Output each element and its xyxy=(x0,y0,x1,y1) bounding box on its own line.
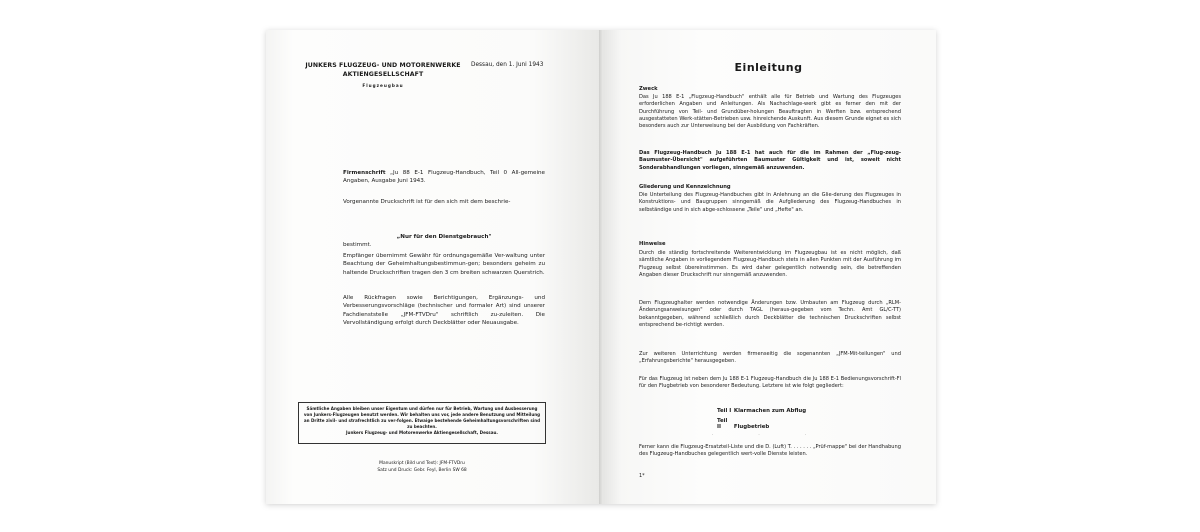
hinweise-paragraph-2: Dem Flugzeughalter werden notwendige Änderungen bzw. Umbauten am Flugzeug durch „RLM-Änderungsanweisungen" oder durch TAGL (heraus-gegeben vom Techn. Amt GL/C-TT) bekanntgegeben, während schließlich durch Deckblätter die technischen Druckschriften selbst entsprechend be-richtigt werden. xyxy=(639,300,901,328)
intro-paragraph: Vorgenannte Druckschrift ist für den sich mit dem beschrie- xyxy=(343,199,511,205)
company-name xyxy=(298,62,468,79)
firm-intro-text: „Ju 88 E-1 Flugzeug-Handbuch, Teil 0 All-gemeine Angaben, Ausgabe Juni 1943. xyxy=(343,170,545,185)
recipient-paragraph: Empfänger übernimmt Gewähr für ordnungsgemäße Ver-waltung unter Beachtung der Geheimhaltungsbestimmun-gen; besonders geheim zu haltende Druckschriften tragen den 3 cm breiten schwarzen Querstrich. xyxy=(343,253,545,276)
left-page xyxy=(266,30,601,504)
heading-zweck: Zweck xyxy=(639,86,658,92)
page-title: Einleitung xyxy=(734,61,803,74)
queries-paragraph: Alle Rückfragen sowie Berichtigungen, Ergänzungs- und Verbesserungsvorschläge (technischer und formaler Art) sind unserer Fachdienststelle „JFM-FTVDru" schriftlich zu-zuleiten. Die Vervollständigung erfolgt durch Deckblätter oder Neuausgabe. xyxy=(343,295,545,327)
firm-intro-label: Firmenschrift xyxy=(343,170,386,176)
open-manual-book xyxy=(266,30,936,504)
heading-hinweise: Hinweise xyxy=(639,241,666,247)
teil-1-label: Klarmachen zum Abflug xyxy=(733,408,807,414)
hinweise-paragraph-4: Für das Flugzeug ist neben dem Ju 188 E-1 Flugzeug-Handbuch die Ju 188 E-1 Bedienungsvorschrift-Fl für den Flugbetrieb von besonderer Bedeutung. Letztere ist wie folgt gegliedert: xyxy=(639,376,901,390)
page-number: 1* xyxy=(639,473,645,479)
notice-signature: Junkers Flugzeug- und Motorenwerke Aktiengesellschaft, Dessau. xyxy=(346,430,498,436)
place-date: Dessau, den 1. Juni 1943 xyxy=(471,62,544,68)
zweck-paragraph-2: Das Flugzeug-Handbuch Ju 188 E-1 hat auch für die im Rahmen der „Flug-zeug-Baumuster-Übersicht" aufgeführten Baumuster Gültigkeit und ist, soweit nicht Sonderabhandlungen vorliegen, sinngemäß anzuwenden. xyxy=(639,150,901,171)
faint-marks: · · · xyxy=(711,432,829,437)
teil-2-label: Flugbetrieb xyxy=(733,424,770,430)
right-page xyxy=(601,30,936,504)
hinweise-paragraph-1: Durch die ständig fortschreitende Weiterentwicklung im Flugzeugbau ist es nicht möglich, daß sämtliche Angaben in vorliegendem Flugzeug-Handbuch stets in allen Punkten mit der Ausführung im Flugzeug selbst übereinstimmen. Es wird daher gelegentlich notwendig sein, die betreffenden Angaben dieser Druckschrift nur sinngemäß anzuwenden. xyxy=(639,250,901,278)
imprint-line-2: Satz und Druck: Gebr. Feyl, Berlin SW 68 xyxy=(377,468,467,474)
imprint xyxy=(298,460,546,475)
firm-intro xyxy=(343,169,545,186)
ferner-paragraph: Ferner kann die Flugzeug-Ersatzteil-Liste und die D. (Luft) T. . . . . . . „Prüf-mappe" bei der Handhabung des Flugzeug-Handbuches gelegentlich wert-volle Dienste leisten. xyxy=(639,444,901,458)
teil-1-line xyxy=(717,408,806,414)
company-line-1: JUNKERS FLUGZEUG- UND MOTORENWERKE xyxy=(305,62,461,69)
heading-gliederung: Gliederung und Kennzeichnung xyxy=(639,184,731,190)
department-label: Flugzeugbau xyxy=(362,83,404,88)
restricted-heading: „Nur für den Dienstgebrauch" xyxy=(396,234,492,240)
teil-2-number: Teil II xyxy=(717,418,728,430)
zweck-paragraph-1: Das Ju 188 E-1 „Flugzeug-Handbuch" enthält alle für Betrieb und Wartung des Flugzeuges erforderlichen Angaben und Anleitungen. Als Nachschlage-werk gibt es ferner den mit der Durchführung von Teil- und Grundüber-holungen Beauftragten in Werften bzw. entsprechend ausgestatteten Werk-stätten-Betrieben usw. hinreichende Auskunft. Aus diesem Grunde eignet es sich besonders auch zur Unterweisung bei der Ausbildung von Fachkräften. xyxy=(639,94,901,130)
book-gutter xyxy=(599,30,603,504)
notice-text: Sämtliche Angaben bleiben unser Eigentum und dürfen nur für Betrieb, Wartung und Ausbesserung von Junkers-Flugzeugen benutzt werden. Wir behalten uns vor, jede andere Benutzung und Mitteilung an Dritte zivil- und strafrechtlich zu ver-folgen. Etwaige bestehende Geheimhaltungsvorschriften sind zu beachten. xyxy=(303,406,541,430)
hinweise-paragraph-3: Zur weiteren Unterrichtung werden firmenseitig die sogenannten „JFM-Mit-teilungen" und „Erfahrungsberichte" herausgegeben. xyxy=(639,351,901,365)
company-line-2: AKTIENGESELLSCHAFT xyxy=(342,70,424,78)
imprint-line-1: Manuskript (Bild und Text): JFM-FTVDru xyxy=(379,461,465,466)
gliederung-paragraph: Die Unterteilung des Flugzeug-Handbuches gibt in Anlehnung an die Glie-derung des Flugzeuges in Konstruktions- und Baugruppen sinngemäß die Aufgliederung des Flugzeug-Handbuches in selbständige und in sich abge-schlossene „Teile" und „Hefte" an. xyxy=(639,192,901,213)
bestimmt-text: bestimmt. xyxy=(343,242,372,248)
ownership-notice-box xyxy=(298,402,546,444)
cut-off-text-line xyxy=(343,206,545,212)
teil-1-number: Teil I xyxy=(717,408,732,414)
teil-2-line xyxy=(717,418,769,430)
